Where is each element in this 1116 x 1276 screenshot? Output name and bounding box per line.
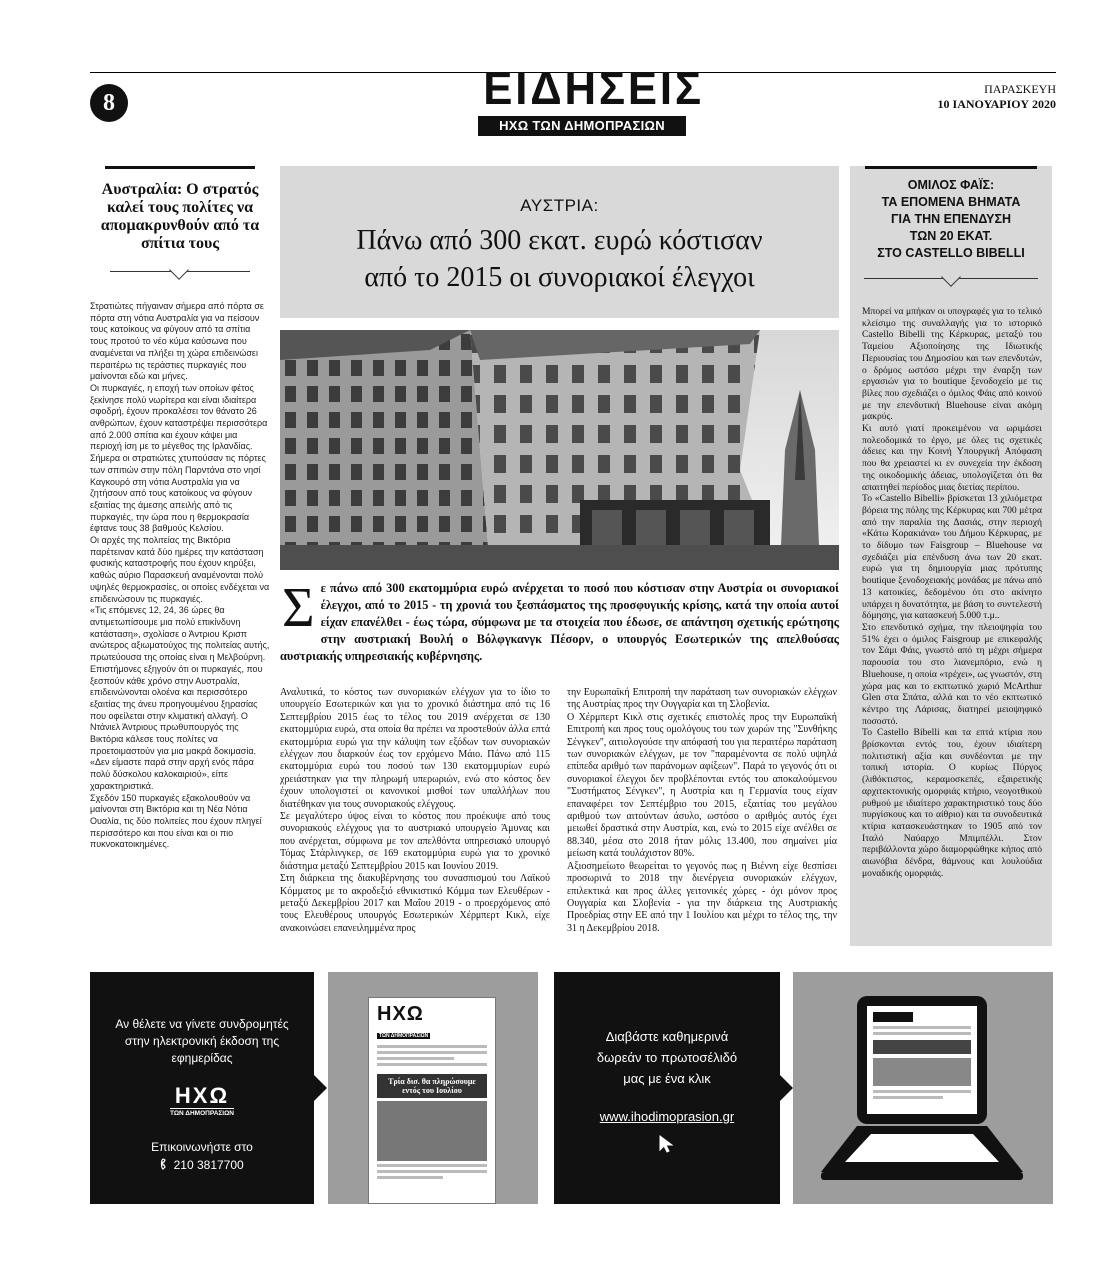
lead-dropcap: Σ — [282, 577, 315, 639]
contact-info — [90, 1138, 314, 1174]
lead-paragraph — [280, 577, 839, 665]
phone-line[interactable] — [90, 1156, 314, 1174]
laptop-icon — [793, 972, 1053, 1204]
main-article-column-1 — [280, 687, 550, 935]
building-photo — [280, 330, 839, 570]
masthead — [478, 62, 705, 136]
arrow-right-icon — [313, 1074, 327, 1102]
subscription-text: Αν θέλετε να γίνετε συνδρομητές στην ηλεκτρονική έκδοση της εφημερίδας — [115, 1017, 289, 1065]
right-title-line: ΤΑ ΕΠΟΜΕΝΑ ΒΗΜΑΤΑ — [881, 195, 1021, 209]
right-article — [850, 166, 1052, 946]
phone-number: 210 3817700 — [173, 1158, 244, 1172]
right-title-line: ΤΩΝ 20 ΕΚΑΤ. — [909, 229, 993, 243]
left-article-title: Αυστραλία: Ο στρατός καλεί τους πολίτες να απομακρυνθούν από τα σπίτια τους — [100, 181, 260, 252]
right-title-line: ΣΤΟ CASTELLO BIBELLI — [877, 246, 1025, 260]
building-photo-image — [280, 330, 839, 570]
website-ad — [554, 972, 780, 1204]
paper-masthead: ΗΧΩ — [377, 1003, 424, 1025]
publication-logo — [170, 1085, 234, 1117]
website-ad-text: Διαβάστε καθημερινά δωρεάν το πρωτοσέλιδό μας με ένα κλικ — [596, 1029, 738, 1086]
logo-mark: ΗΧΩ — [174, 1083, 230, 1108]
paragraph: Ο Χέρμπερτ Κικλ στις σχετικές επιστολές προς την Ευρωπαϊκή Επιτροπή και προς τους ομολόγους του των χωρών της "Συνθήκης Σένγκεν", αιτιολογούσε την απόφασή του για περαιτέρω παράταση των συνοριακών ελέγχων, με τον "παραμένοντα σε πολύ υψηλά επίπεδα αριθμό των παράνομων αφίξεων". Παρά το γεγονός ότι οι συνοριακοί έλεγχοι δεν προβλέπονται εντός του αποκαλούμενου "Συστήματος Σένγκεν", η Αυστρία και η Γερμανία τους είχαν επαναφέρει τον Σεπτέμβριο του 2015, εξαιτίας του μεγάλου αριθμού των αιτούντων άσυλο, ωστόσο ο αριθμός αυτός έχει μειωθεί δραστικά στην Αυστρία, και, ενώ το 2015 είχε ανέλθει σε 88.340, μέσα στο 2018 ήταν μόλις 13.400, που σημαίνει μία μείωση κατά τουλάχιστον 80%. — [567, 711, 837, 860]
paragraph: Οι αρχές της πολιτείας της Βικτόρια παρέτειναν κατά δύο ημέρες την κατάσταση φυσικής καταστροφής που έχουν κηρύξει, καθώς αύριο Παρασκευή αναμένονται πολύ υψηλές θερμοκρασίες, οι οποίες ενδέχεται να επιδεινώσουν τις πυρκαγιές. — [90, 535, 270, 604]
cursor-icon — [554, 1134, 780, 1159]
arrow-right-icon — [779, 1074, 793, 1102]
main-headline-line1: Πάνω από 300 εκατ. ευρώ κόστισαν — [356, 225, 763, 256]
left-article-body — [90, 301, 270, 851]
paper-text-line — [377, 1051, 487, 1054]
paragraph: Οι πυρκαγιές, η εποχή των οποίων φέτος ξεκίνησε πολύ νωρίτερα και είναι ιδιαίτερα σφοδρή, έχουν προκαλέσει τον θάνατο 26 ανθρώπων, έχουν καταστρέψει περισσότερα από 2.000 σπίτια και έχουν κάψει μια περιοχή ίση με το μέγεθος της Ιρλανδίας. — [90, 382, 268, 452]
logo-subtitle: ΤΩΝ ΔΗΜΟΠΡΑΣΙΩΝ — [169, 1110, 234, 1117]
paragraph: Σήμερα οι στρατιώτες χτυπούσαν τις πόρτες των σπιτιών στην πόλη Παρντάνα στο νησί Καγκουρό στη νότια Αυστραλία για να ζητήσουν από τους κατοίκους να φύγουν εξαιτίας της άμεσης απειλής από τις πυρκαγιές, την ώρα που η θερμοκρασία έφτανε τους 38 βαθμούς Κελσίου. — [90, 453, 266, 534]
paper-text-line — [377, 1057, 454, 1060]
paragraph: Σε μεγαλύτερο ύψος είναι το κόστος που προέκυψε από τους συνοριακούς ελέγχους για το αυστριακό υπουργείο Άμυνας και που ανέρχεται, σύμφωνα με τον απελθόντα υπηρεσιακό υπουργό Τόμας Στάρλινγκερ, σε 169 εκατομμύρια ευρώ για το χρονικό διάστημα μεταξύ Σεπτεμβρίου 2015 και Ιουνίου 2019. — [280, 811, 550, 872]
paragraph: «Τις επόμενες 12, 24, 36 ώρες θα αντιμετωπίσουμε μια πολύ επικίνδυνη κατάσταση», σχολίασε ο Άντριου Κρισπ ανώτερος αξιωματούχος της πολιτείας αυτής, πρωτεύουσα της οποίας είναι η Μελβούρνη. — [90, 605, 270, 663]
website-link[interactable]: www.ihodimoprasion.gr — [599, 1109, 735, 1124]
paper-text-line — [377, 1045, 487, 1048]
paper-text-line — [377, 1164, 487, 1167]
paragraph: Αξιοσημείωτο θεωρείται το γεγονός πως η Βιέννη είχε θεσπίσει προσωρινά το 2018 την διενέργεια συνοριακών ελέγχων, επιλεκτικά και προς άλλες γειτονικές χώρες - όχι μόνον προς Ουγγαρία και Σλοβενία - για την διάρκεια της Αυστριακής Προεδρίας στην ΕΕ από την 1 Ιουλίου και μέχρι το τέλος της, την 31 η Δεκεμβρίου 2018. — [567, 860, 837, 934]
issue-date — [938, 82, 1056, 112]
main-headline-box — [280, 166, 839, 318]
paper-masthead-sub: ΤΩΝ ΔΗΜΟΠΡΑΣΙΩΝ — [379, 1033, 429, 1039]
paragraph: Το «Castello Bibelli» βρίσκεται 13 χιλιόμετρα βόρεια της πόλης της Κέρκυρας και 700 μέτρα από την παραλία της Δασιάς, στην περιοχή «Κάτω Κορακιάνα» του Δήμου Κέρκυρας, με το δίδυμο των Faisgroup – Bluehouse να σχεδιάζει μία επένδυση άνω των 20 εκατ. ευρώ για τη δημιουργία μιας πρότυπης boutique ξενοδοχειακής μονάδας με πάνω από 13 κατοικίες, δεδομένου ότι στο ακίνητο υπάρχει η δυνατότητα, με βάση το συντελεστή δόμησης, για κατασκευή 5.000 τ.μ.. — [862, 493, 1042, 622]
right-article-title — [854, 177, 1048, 262]
newspaper-front-page[interactable] — [368, 997, 496, 1204]
paper-text-line — [377, 1176, 443, 1179]
paragraph: Επιστήμονες εξηγούν ότι οι πυρκαγιές, που ξεσπούν κάθε χρόνο στην Αυστραλία, επιδεινώνονται ολοένα και περισσότερο εξαιτίας της άνευ προηγουμένου ξηρασίας που οφείλεται στην κλιματική αλλαγή. Ο Ντάνιελ Άντριους πρωθυπουργός της Βικτόρια κάλεσε τους πολίτες να προετοιμαστούν για μια μακρά δοκιμασία. «Δεν είμαστε παρά στην αρχή ενός πάρα πολύ δύσκολου καλοκαιριού», είπε χαρακτηριστικά. — [90, 663, 263, 791]
issue-full-date: 10 ΙΑΝΟΥΑΡΙΟΥ 2020 — [937, 97, 1056, 111]
main-article-column-2 — [567, 687, 837, 935]
subscription-ad — [90, 972, 314, 1204]
paragraph: Το Castello Bibelli και τα επτά κτίρια που βρίσκονται εντός του, έχουν ιδιαίτερη πολιτιστική αξία και συνδέονται με την τοπική ιστορία. Ο κυρίως Πύργος (λιθόκτιστος, κεραμοσκεπές, εξαιρετικής αρχιτεκτονικής ομορφιάς κτήριο, νεογοτθικού ρυθμού με ιδιαίτερο χαρακτηριστικό τους δύο πυργίσκους και το αίθριο) και τα συνοδευτικά κτίρια κατασκευάστηκαν το 1905 από τον Ιταλό Ναύαρχο Μπιμπέλλι. Στον περιβάλλοντα χώρο διαμορφώθηκε κήπος από αιωνόβια δένδρα, θάμνους και λουλούδια μοναδικής ομορφιάς. — [862, 727, 1042, 879]
paragraph: Στη διάρκεια της διακυβέρνησης του συνασπισμού του Λαϊκού Κόμματος με το ακροδεξιό εθνικιστικό Κόμμα των Ελευθέρων - μεταξύ Δεκεμβρίου 2017 και Μαΐου 2019 - ο προερχόμενος από τους Ελευθέρους υπουργός Εσωτερικών Χέρμπερτ Κικλ, είχε ανακοινώσει επανειλημμένα προς — [280, 873, 550, 934]
right-title-line: ΓΙΑ ΤΗΝ ΕΠΕΝΔΥΣΗ — [890, 212, 1012, 226]
right-article-body — [862, 306, 1042, 879]
phone-icon — [160, 1158, 170, 1170]
paper-text-line — [377, 1170, 487, 1173]
left-article-bar — [105, 166, 255, 169]
issue-day: ΠΑΡΑΣΚΕΥΗ — [984, 82, 1056, 96]
chevron-divider-icon — [850, 270, 1052, 288]
paragraph: Σχεδόν 150 πυρκαγιές εξακολουθούν να μαίνονται στη Βικτόρια και τη Νέα Νότια Ουαλία, τις δύο πολιτείες που έχουν πληγεί περισσότερο και που είναι και οι πιο πυκνοκατοικημένες. — [90, 792, 262, 850]
left-article — [90, 166, 270, 851]
newspaper-preview-ad — [328, 972, 538, 1204]
contact-label: Επικοινωνήστε στο — [151, 1140, 253, 1154]
paragraph: Αναλυτικά, το κόστος των συνοριακών ελέγχων για το ίδιο το υπουργείο Εσωτερικών και για το χρονικό διάστημα από τις 16 Σεπτεμβρίου 2015 έως το τέλος του 2019 ανέρχεται σε 130 εκατομμύρια ευρώ, στα οποία θα πρέπει να προστεθούν άλλα επτά εκατομμύρια ευρώ για την κάλυψη των εξόδων των συνοριακών ελέγχων που διαρκούν έως τον ερχόμενο Μάιο. Πάνω από 115 εκατομμύρια ευρώ του ποσού των 130 εκατομμυρίων ευρώ χρειάστηκαν για την πληρωμή υπερωριών, ενώ στο κόστος δεν έχουν υπολογιστεί οι κανονικοί μισθοί των υπαλλήλων που διατέθηκαν για τους συνοριακούς ελέγχους. — [280, 687, 550, 810]
paper-headline: Τρία δισ. θα πληρώσουμε εντός του Ιουλίου — [377, 1074, 487, 1098]
paragraph: Στο επενδυτικό σχήμα, την πλειοψηφία του 51% έχει ο όμιλος Faisgroup με επικεφαλής τον Σάμι Φάις, γνωστό από τη μέχρι σήμερα παρουσία του στο λιανεμπόριο, ενώ η Bluehouse, η οποία «τρέχει», ως γνωστόν, στη χώρα μας και το εκπτωτικό χωριό McArthur Glen στα Σπάτα, αλλά και το νέο εκπτωτικό κέντρο της Λάρισας, διατηρεί μειοψηφικό ποσοστό. — [862, 621, 1042, 727]
publication-name: ΗΧΩ ΤΩΝ ΔΗΜΟΠΡΑΣΙΩΝ — [478, 116, 686, 136]
main-kicker: ΑΥΣΤΡΙΑ: — [520, 196, 599, 215]
lead-text: ε πάνω από 300 εκατομμύρια ευρώ ανέρχεται το ποσό που κόστισαν στην Αυστρία οι συνοριακοί έλεγχοι, από το 2015 - τη χρονιά του ξεσπάσματος της προσφυγικής κρίσης, κατά την οποία αυτοί είχαν επανέλθει - έως τώρα, σύμφωνα με τα στοιχεία που έδωσε, σε απάντηση σχετικής ερώτησης στην αυστριακή Βουλή ο Βόλφγκανγκ Πέσορν, ο υπουργός Εσωτερικών της απελθούσας αυστριακής υπηρεσιακής κυβέρνησης. — [280, 581, 839, 663]
main-headline-line2: από το 2015 οι συνοριακοί έλεγχοι — [364, 262, 755, 293]
paragraph: την Ευρωπαϊκή Επιτροπή την παράταση των συνοριακών ελέγχων της Αυστρίας προς την Ουγγαρία και τη Σλοβενία. — [567, 687, 837, 711]
paragraph: Μπορεί να μπήκαν οι υπογραφές για το τελικό κλείσιμο της συναλλαγής για το ιστορικό Castello Bibelli της Κέρκυρας, μεταξύ του Ταμείου Αξιοποίησης της Ιδιωτικής Περιουσίας του Δημοσίου και των επενδυτών, ο δρόμος ωστόσο μέχρι την έναρξη των εργασιών για το boutique ξενοδοχείο με τις βίλες που σχεδιάζει ο όμιλος Φάις από κοινού με την επενδυτική Bluehouse είναι ακόμη μακρύς. — [862, 306, 1042, 423]
paper-text-line — [377, 1063, 487, 1066]
chevron-divider-icon — [90, 263, 270, 281]
right-article-bar — [865, 166, 1037, 169]
section-title: ΕΙΔΗΣΕΙΣ — [483, 62, 705, 114]
paragraph: Στρατιώτες πήγαιναν σήμερα από πόρτα σε πόρτα στη νότια Αυστραλία για να πείσουν τους κατοίκους να φύγουν από τα σπίτια τους προτού το νέο κύμα καύσωνα που αναμένεται να πλήξει τη χώρα επιδεινώσει περαιτέρω τις τεράστιες πυρκαγιές που μαίνονται εδώ και μήνες. — [90, 301, 264, 382]
paper-photo — [377, 1101, 487, 1161]
main-headline — [280, 222, 839, 296]
laptop-preview-ad — [793, 972, 1053, 1204]
paragraph: Κι αυτό γιατί προκειμένου να ωριμάσει πολεοδομικά το έργο, με όλες τις σχετικές άδειες και την Κοινή Υπουργική Απόφαση που θα χρειαστεί κι εν συνεχεία την έκδοση της οικοδομικής άδειας, υπολογίζεται ότι θα απαιτηθεί περίοδος μιας διετίας περίπου. — [862, 423, 1042, 493]
page-number: 8 — [90, 84, 128, 122]
right-title-line: ΟΜΙΛΟΣ ΦΑΪΣ: — [907, 178, 995, 192]
